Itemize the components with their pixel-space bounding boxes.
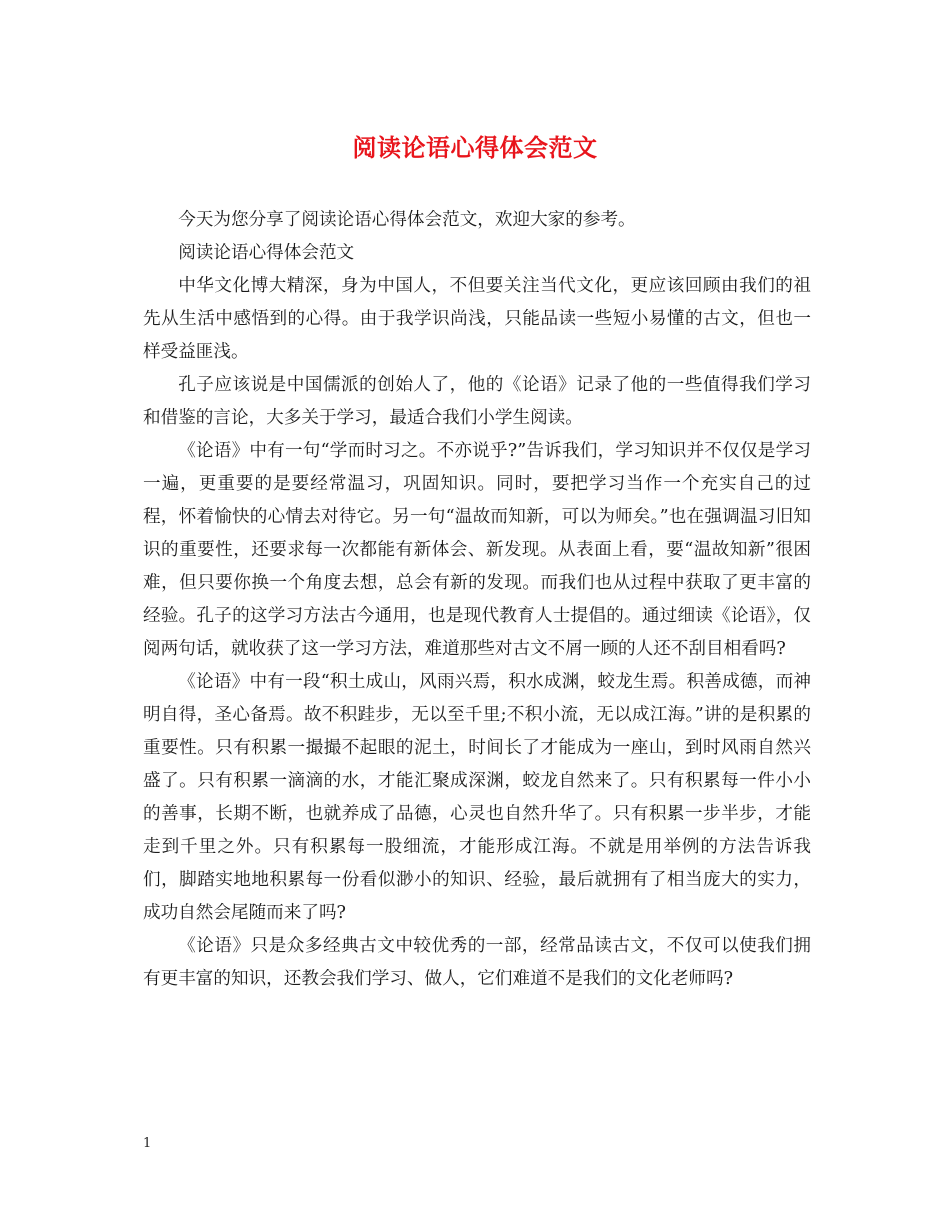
paragraph-5: 《论语》只是众多经典古文中较优秀的一部，经常品读古文，不仅可以使我们拥有更丰富的知识，还教会我们学习、做人，它们难道不是我们的文化老师吗?	[143, 936, 811, 989]
paragraph-subtitle: 阅读论语心得体会范文	[178, 243, 355, 263]
document-body	[143, 204, 811, 996]
paragraph-3: 《论语》中有一句“学而时习之。不亦说乎?”告诉我们，学习知识并不仅仅是学习一遍，更重要的是要经常温习，巩固知识。同时，要把学习当作一个充实自己的过程，怀着愉快的心情去对待它。另一句“温故而知新，可以为师矣。”也在强调温习旧知识的重要性，还要求每一次都能有新体会、新发现。从表面上看，要“温故知新”很困难，但只要你换一个角度去想，总会有新的发现。而我们也从过程中获取了更丰富的经验。孔子的这学习方法古今通用，也是现代教育人士提倡的。通过细读《论语》，仅阅两句话，就收获了这一学习方法，难道那些对古文不屑一顾的人还不刮目相看吗?	[143, 441, 811, 659]
page-number: 1	[143, 1136, 152, 1151]
paragraph-4: 《论语》中有一段“积土成山，风雨兴焉，积水成渊，蛟龙生焉。积善成德，而神明自得，圣心备焉。故不积跬步，无以至千里;不积小流，无以成江海。”讲的是积累的重要性。只有积累一撮撮不起眼的泥土，时间长了才能成为一座山，到时风雨自然兴盛了。只有积累一滴滴的水，才能汇聚成深渊，蛟龙自然来了。只有积累每一件小小的善事，长期不断，也就养成了品德，心灵也自然升华了。只有积累一步半步，才能走到千里之外。只有积累每一股细流，才能形成江海。不就是用举例的方法告诉我们，脚踏实地地积累每一份看似渺小的知识、经验，最后就拥有了相当庞大的实力，成功自然会尾随而来了吗?	[143, 672, 811, 923]
paragraph-2: 孔子应该说是中国儒派的创始人了，他的《论语》记录了他的一些值得我们学习和借鉴的言论，大多关于学习，最适合我们小学生阅读。	[143, 375, 811, 428]
paragraph-intro: 今天为您分享了阅读论语心得体会范文，欢迎大家的参考。	[178, 210, 636, 230]
paragraph-1: 中华文化博大精深，身为中国人，不但要关注当代文化，更应该回顾由我们的祖先从生活中感悟到的心得。由于我学识尚浅，只能品读一些短小易懂的古文，但也一样受益匪浅。	[143, 276, 811, 362]
document-title: 阅读论语心得体会范文	[352, 133, 598, 162]
